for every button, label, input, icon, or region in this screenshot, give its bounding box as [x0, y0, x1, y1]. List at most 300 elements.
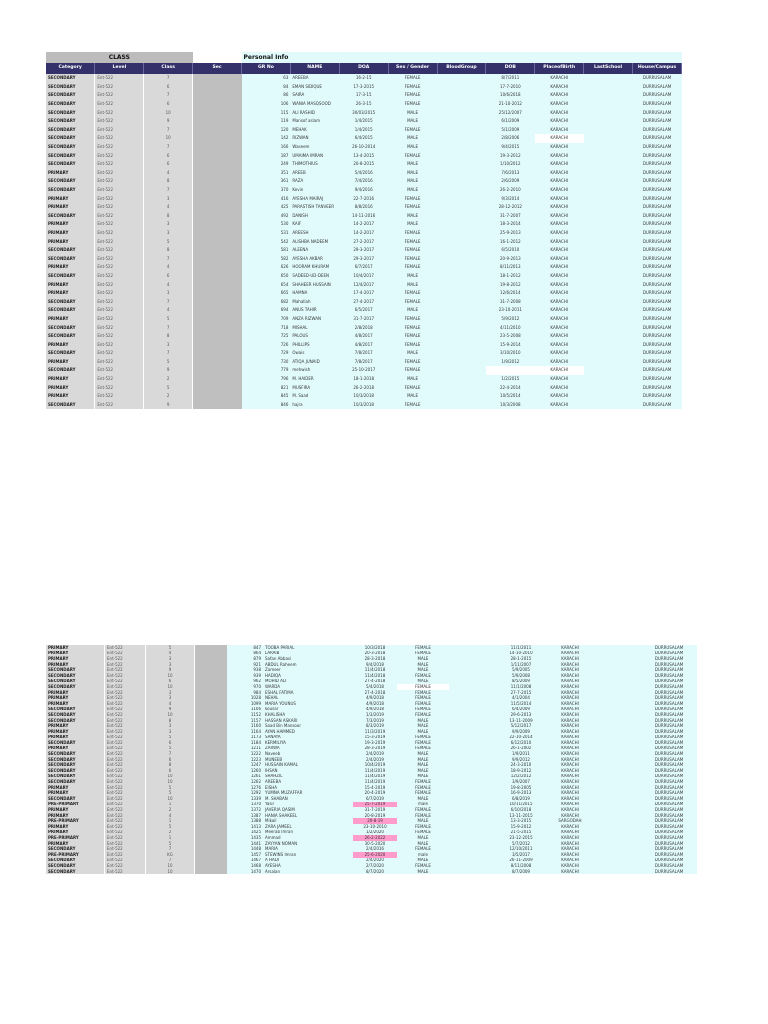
cell-place-of-birth: KARACHI	[535, 151, 584, 160]
cell-level: Ent-522	[105, 684, 146, 690]
cell-gender: MALE	[397, 762, 449, 768]
cell-gender: FEMALE	[397, 701, 449, 707]
cell-level: Ent-522	[105, 841, 146, 847]
cell-doa: 1/3/2019	[353, 712, 397, 718]
cell-level: Ent-522	[95, 194, 144, 203]
cell-category: SECONDARY	[46, 323, 95, 332]
cell-gr-no: 542	[242, 237, 291, 246]
cell-house-campus: DURRUSALAM	[641, 679, 697, 685]
cell-sec	[193, 169, 242, 178]
cell-doa: 2/4/2020	[353, 858, 397, 864]
cell-place-of-birth: KARACHI	[535, 375, 584, 384]
cell-house-campus: DURRUSALAM	[641, 735, 697, 741]
cell-dob: 7/6/2013	[486, 169, 535, 178]
cell-class: 3	[144, 340, 193, 349]
cell-gender: FEMALE	[397, 645, 449, 651]
cell-level: Ent-522	[95, 74, 144, 83]
cell-last-school	[584, 83, 633, 92]
cell-class: 10	[146, 869, 195, 875]
cell-dob: 5/7/2012	[497, 841, 545, 847]
cell-place-of-birth: KARACHI	[545, 762, 595, 768]
cell-dob: 2/8/2006	[486, 134, 535, 143]
cell-dob: 10/11/2015	[497, 802, 545, 808]
cell-gender: MALE	[397, 718, 449, 724]
cell-name: AYESHA	[263, 863, 353, 869]
cell-class: 5	[146, 841, 195, 847]
cell-last-school	[584, 323, 633, 332]
cell-name: Mahallah	[290, 297, 339, 306]
cell-gr-no: 984	[227, 690, 263, 696]
cell-category: PRE-PRIMARY	[46, 818, 105, 824]
cell-level: Ent-522	[105, 768, 146, 774]
cell-level: Ent-522	[95, 375, 144, 384]
cell-category: SECONDARY	[46, 673, 105, 679]
cell-house-campus: DURRUSALAM	[633, 194, 682, 203]
cell-gr-no: 1106	[227, 707, 263, 713]
cell-dob: 26-11-2009	[497, 858, 545, 864]
cell-level: Ent-522	[105, 796, 146, 802]
cell-doa: 27-4-2018	[353, 679, 397, 685]
cell-bloodgroup	[437, 280, 486, 289]
cell-gender: FEMALE	[397, 813, 449, 819]
cell-doa: 4/9/2018	[353, 695, 397, 701]
cell-level: Ent-522	[105, 746, 146, 752]
cell-name: hajra	[290, 401, 339, 410]
cell-level: Ent-522	[95, 237, 144, 246]
cell-name: ZARWA	[263, 746, 353, 752]
cell-gr-no: 1184	[227, 740, 263, 746]
cell-name: mehwish	[290, 366, 339, 375]
cell-sec	[193, 323, 242, 332]
cell-dob: 1/2/2015	[486, 375, 535, 384]
cell-category: SECONDARY	[46, 707, 105, 713]
cell-category: PRIMARY	[46, 746, 105, 752]
cell-doa: 11/4/2019	[353, 774, 397, 780]
cell-house-campus: DURRUSALAM	[633, 332, 682, 341]
table-row	[46, 246, 682, 255]
cell-bloodgroup	[437, 254, 486, 263]
cell-house-campus: DURRUSALAM	[633, 229, 682, 238]
cell-name: Arsalan	[263, 869, 353, 875]
cell-level: Ent-522	[105, 735, 146, 741]
cell-level: Ent-522	[95, 332, 144, 341]
cell-gr-no: 581	[242, 246, 291, 255]
cell-gr-no: 1173	[227, 735, 263, 741]
cell-category: SECONDARY	[46, 151, 95, 160]
cell-gender: MALE	[388, 108, 437, 117]
cell-class: 7	[144, 126, 193, 135]
cell-gr-no: 938	[227, 667, 263, 673]
cell-name: SAIRA	[290, 91, 339, 100]
cell-dob	[486, 366, 535, 375]
cell-place-of-birth: KARACHI	[545, 707, 595, 713]
cell-gr-no: 1292	[227, 790, 263, 796]
cell-level: Ent-522	[105, 701, 146, 707]
cell-sec	[193, 340, 242, 349]
cell-name: SADEED-UD-DEEN	[290, 272, 339, 281]
table-row	[46, 186, 682, 195]
cell-place-of-birth: KARACHI	[545, 673, 595, 679]
cell-bloodgroup	[437, 297, 486, 306]
cell-place-of-birth: KARACHI	[545, 695, 595, 701]
cell-place-of-birth: KARACHI	[535, 358, 584, 367]
cell-gr-no: 725	[242, 332, 291, 341]
cell-class: 7	[144, 91, 193, 100]
cell-doa: 30-5-2020	[353, 841, 397, 847]
cell-bloodgroup	[437, 340, 486, 349]
cell-dob: 26-1-2002	[497, 746, 545, 752]
cell-doa: 31-7-2019	[353, 807, 397, 813]
cell-dob: 6/10/2018	[497, 807, 545, 813]
cell-category: PRIMARY	[46, 392, 95, 401]
cell-place-of-birth: KARACHI	[535, 246, 584, 255]
cell-category: PRIMARY	[46, 383, 95, 392]
cell-level: Ent-522	[105, 802, 146, 808]
cell-gr-no: 726	[242, 340, 291, 349]
cell-class: 7	[144, 143, 193, 152]
cell-class: 3	[144, 220, 193, 229]
cell-place-of-birth: KARACHI	[545, 757, 595, 763]
cell-class: 10	[146, 684, 195, 690]
cell-doa: 7/8/2017	[339, 349, 388, 358]
cell-category: SECONDARY	[46, 401, 95, 410]
cell-bloodgroup	[437, 74, 486, 83]
cell-house-campus: DURRUSALAM	[641, 779, 697, 785]
cell-name: EMAN SIDIQUE	[290, 83, 339, 92]
cell-doa: 23-10-2010	[353, 824, 397, 830]
cell-dob: 31-7-2007	[486, 212, 535, 221]
cell-gender: MALE	[388, 117, 437, 126]
cell-category: SECONDARY	[46, 212, 95, 221]
cell-doa: 27-4-2018	[353, 690, 397, 696]
cell-sec	[193, 177, 242, 186]
cell-name: Meerab Imran	[263, 830, 353, 836]
cell-gr-no: 1448	[227, 846, 263, 852]
cell-class: 10	[146, 779, 195, 785]
cell-category: SECONDARY	[46, 366, 95, 375]
cell-class: 4	[144, 263, 193, 272]
cell-name: Mikail	[263, 818, 353, 824]
cell-gr-no: 425	[242, 203, 291, 212]
cell-house-campus: DURRUSALAM	[641, 785, 697, 791]
table-row	[46, 358, 682, 367]
cell-bloodgroup	[437, 229, 486, 238]
cell-doa: 16-2-15	[339, 74, 388, 83]
cell-bloodgroup	[437, 151, 486, 160]
cell-last-school	[584, 375, 633, 384]
cell-name: HUSSAIN KAMAL	[263, 762, 353, 768]
cell-house-campus: DURRUSALAM	[633, 246, 682, 255]
cell-category: SECONDARY	[46, 117, 95, 126]
cell-gr-no: 821	[242, 383, 291, 392]
cell-sec	[193, 74, 242, 83]
cell-class: 5	[146, 790, 195, 796]
cell-name: RIZWAN	[290, 134, 339, 143]
cell-gender: MALE	[397, 751, 449, 757]
cell-gender: male	[397, 852, 449, 858]
cell-name: HANIA SHAKEEL	[263, 813, 353, 819]
cell-class: 6	[144, 151, 193, 160]
cell-gender: MALE	[388, 160, 437, 169]
cell-level: Ent-522	[95, 186, 144, 195]
cell-class: 5	[144, 358, 193, 367]
header-house-campus: House/Campus	[633, 63, 682, 74]
cell-dob: 20-9-2013	[486, 254, 535, 263]
cell-sec	[193, 401, 242, 410]
cell-gr-no: 1157	[227, 718, 263, 724]
cell-class: 4	[146, 813, 195, 819]
cell-gender: FEMALE	[388, 401, 437, 410]
cell-category: SECONDARY	[46, 134, 95, 143]
cell-gr-no: 1413	[227, 824, 263, 830]
cell-doa: 5/4/2018	[353, 684, 397, 690]
cell-gender: FEMALE	[388, 100, 437, 109]
cell-level: Ent-522	[105, 729, 146, 735]
cell-dob: 9/9/2012	[497, 757, 545, 763]
cell-sec	[193, 151, 242, 160]
cell-gender: MALE	[397, 869, 449, 875]
cell-category: SECONDARY	[46, 718, 105, 724]
cell-gr-no: 1262	[227, 779, 263, 785]
cell-sec	[193, 375, 242, 384]
cell-class: 10	[146, 673, 195, 679]
cell-gr-no: 1457	[227, 852, 263, 858]
cell-dob: 4/1/2004	[497, 695, 545, 701]
cell-house-campus: DURRUSALAM	[641, 656, 697, 662]
cell-house-campus: DURRUSALAM	[633, 169, 682, 178]
cell-dob: 22-4-2014	[486, 383, 535, 392]
cell-gr-no: 626	[242, 263, 291, 272]
cell-bloodgroup	[437, 91, 486, 100]
cell-house-campus: DURRUSALAM	[633, 280, 682, 289]
cell-sec	[193, 126, 242, 135]
class-title: CLASS	[46, 52, 193, 63]
cell-class: 10	[144, 108, 193, 117]
cell-last-school	[584, 349, 633, 358]
cell-level: Ent-522	[105, 824, 146, 830]
cell-doa: 31-7-2017	[339, 315, 388, 324]
cell-level: Ent-522	[95, 392, 144, 401]
cell-category: SECONDARY	[46, 757, 105, 763]
cell-place-of-birth: KARACHI	[535, 229, 584, 238]
cell-doa: 27-2-2017	[339, 237, 388, 246]
cell-doa: 11/4/2018	[353, 673, 397, 679]
cell-house-campus: DURRUSALAM	[633, 134, 682, 143]
cell-place-of-birth: KARACHI	[545, 768, 595, 774]
cell-dob: 5/9/2012	[486, 315, 535, 324]
cell-place-of-birth: KARACHI	[535, 134, 584, 143]
cell-class: KG	[146, 852, 195, 858]
cell-gender: MALE	[388, 169, 437, 178]
cell-doa: 27-4-2017	[339, 297, 388, 306]
cell-level: Ent-522	[95, 349, 144, 358]
cell-house-campus: DURRUSALAM	[641, 835, 697, 841]
cell-gender: MALE	[397, 841, 449, 847]
cell-name: KAIF	[290, 220, 339, 229]
cell-house-campus: DURRUSALAM	[641, 712, 697, 718]
cell-house-campus: DURRUSALAM	[641, 762, 697, 768]
cell-level: Ent-522	[95, 169, 144, 178]
cell-category: PRIMARY	[46, 723, 105, 729]
cell-dob: 17-7-2010	[486, 83, 535, 92]
cell-place-of-birth: KARACHI	[545, 824, 595, 830]
cell-doa: 1/4/2015	[339, 117, 388, 126]
table-row	[46, 74, 682, 83]
cell-class: 3	[146, 723, 195, 729]
cell-dob: 16-1-2012	[486, 237, 535, 246]
cell-name: HOORAM KHURAM	[290, 263, 339, 272]
cell-doa: 20-8-2019	[353, 813, 397, 819]
cell-name: Waseem	[290, 143, 339, 152]
cell-category: PRIMARY	[46, 220, 95, 229]
cell-name: SHAHEER HUSSAIN	[290, 280, 339, 289]
cell-doa: 9/4/2018	[353, 662, 397, 668]
cell-doa: 4/8/2017	[339, 332, 388, 341]
table-row	[46, 220, 682, 229]
cell-doa: 15-3-2019	[353, 735, 397, 741]
cell-gender: MALE	[397, 679, 449, 685]
cell-gr-no: 864	[227, 651, 263, 657]
cell-name: RAZA	[290, 177, 339, 186]
cell-dob: 5/1/2009	[486, 126, 535, 135]
cell-name: AREEBA	[290, 74, 339, 83]
cell-place-of-birth: KARACHI	[535, 160, 584, 169]
cell-bloodgroup	[437, 306, 486, 315]
cell-category: SECONDARY	[46, 108, 95, 117]
cell-place-of-birth: KARACHI	[535, 203, 584, 212]
cell-gender: FEMALE	[388, 263, 437, 272]
cell-gr-no: 166	[242, 143, 291, 152]
cell-name: kousar	[263, 707, 353, 713]
cell-place-of-birth: KARACHI	[545, 863, 595, 869]
cell-category: PRE-PRIMARY	[46, 802, 105, 808]
cell-level: Ent-522	[95, 297, 144, 306]
cell-doa: 25-6-2020	[353, 852, 397, 858]
cell-gender: FEMALE	[397, 830, 449, 836]
table-row	[46, 203, 682, 212]
cell-house-campus: DURRUSALAM	[641, 684, 697, 690]
cell-gender: FEMALE	[388, 358, 437, 367]
cell-category: SECONDARY	[46, 667, 105, 673]
cell-gender: FEMALE	[397, 695, 449, 701]
cell-house-campus: DURRUSALAM	[641, 746, 697, 752]
cell-place-of-birth: KARACHI	[535, 289, 584, 298]
cell-house-campus: DURRUSALAM	[633, 220, 682, 229]
table-row	[46, 392, 682, 401]
cell-bloodgroup	[437, 237, 486, 246]
cell-doa: 18-1-2018	[339, 375, 388, 384]
cell-gender: MALE	[397, 757, 449, 763]
cell-dob: 6/4/2009	[497, 707, 545, 713]
cell-level: Ent-522	[95, 254, 144, 263]
cell-sec	[195, 869, 228, 875]
cell-dob: 19-8-2005	[497, 785, 545, 791]
cell-gr-no: 1164	[227, 729, 263, 735]
cell-house-campus: DURRUSALAM	[641, 863, 697, 869]
cell-level: Ent-522	[95, 229, 144, 238]
cell-place-of-birth: KARACHI	[535, 254, 584, 263]
cell-sec	[193, 306, 242, 315]
cell-house-campus: DURRUSALAM	[633, 340, 682, 349]
cell-house-campus: DURRUSALAM	[641, 701, 697, 707]
cell-sec	[193, 108, 242, 117]
cell-gr-no: 847	[227, 645, 263, 651]
cell-doa: 26-3-15	[339, 100, 388, 109]
cell-sec	[193, 315, 242, 324]
cell-doa: 11/4/2019	[353, 768, 397, 774]
cell-house-campus: DURRUSALAM	[641, 869, 697, 875]
cell-class: 10	[146, 796, 195, 802]
cell-dob: 11/1/2011	[497, 645, 545, 651]
cell-house-campus: DURRUSALAM	[641, 841, 697, 847]
cell-level: Ent-522	[95, 203, 144, 212]
cell-place-of-birth: KARACHI	[545, 796, 595, 802]
cell-house-campus: DURRUSALAM	[633, 349, 682, 358]
table-row	[46, 315, 682, 324]
cell-place-of-birth: KARACHI	[535, 383, 584, 392]
cell-last-school	[584, 263, 633, 272]
table-row	[46, 177, 682, 186]
cell-name: EISHA	[263, 785, 353, 791]
cell-name: JAVERIA QASIM	[263, 807, 353, 813]
cell-last-school	[584, 151, 633, 160]
cell-class: 2	[146, 807, 195, 813]
cell-gr-no: 1467	[227, 858, 263, 864]
cell-gr-no: 582	[242, 254, 291, 263]
cell-dob: 19-8-2012	[486, 280, 535, 289]
cell-dob: 14-10-2010	[497, 651, 545, 657]
cell-category: SECONDARY	[46, 272, 95, 281]
cell-doa: 2/7/2020	[353, 863, 397, 869]
cell-place-of-birth: KARACHI	[545, 701, 595, 707]
cell-sec	[193, 229, 242, 238]
cell-category: SECONDARY	[46, 143, 95, 152]
cell-gr-no: 654	[242, 280, 291, 289]
cell-doa: 4/8/2017	[339, 340, 388, 349]
cell-sec	[193, 160, 242, 169]
table-row	[46, 237, 682, 246]
cell-name: NEHAL	[263, 695, 353, 701]
cell-level: Ent-522	[105, 852, 146, 858]
cell-last-school	[584, 392, 633, 401]
cell-bloodgroup	[437, 126, 486, 135]
cell-gr-no: 1222	[227, 751, 263, 757]
cell-gr-no: 694	[242, 306, 291, 315]
cell-gender: FEMALE	[397, 790, 449, 796]
cell-last-school	[584, 134, 633, 143]
cell-category: PRIMARY	[46, 656, 105, 662]
cell-doa: 26-10-2014	[339, 143, 388, 152]
cell-name: MARIA YOUNUS	[263, 701, 353, 707]
table-row	[46, 349, 682, 358]
cell-name: MUSFIRA	[290, 383, 339, 392]
cell-dob: 1/11/2007	[497, 662, 545, 668]
cell-dob: 13-3-2015	[497, 818, 545, 824]
cell-level: Ent-522	[95, 366, 144, 375]
header-category: Category	[46, 63, 95, 74]
cell-place-of-birth: KARACHI	[535, 272, 584, 281]
cell-doa: 14-2-2017	[339, 220, 388, 229]
cell-category: SECONDARY	[46, 297, 95, 306]
cell-place-of-birth: KARACHI	[545, 813, 595, 819]
header-class: Class	[144, 63, 193, 74]
cell-house-campus: DURRUSALAM	[633, 366, 682, 375]
cell-gender: MALE	[397, 774, 449, 780]
cell-place-of-birth: KARACHI	[545, 684, 595, 690]
cell-house-campus: DURRUSALAM	[641, 830, 697, 836]
cell-doa: 7/3/2019	[353, 718, 397, 724]
cell-dob: 8/7/2011	[486, 74, 535, 83]
